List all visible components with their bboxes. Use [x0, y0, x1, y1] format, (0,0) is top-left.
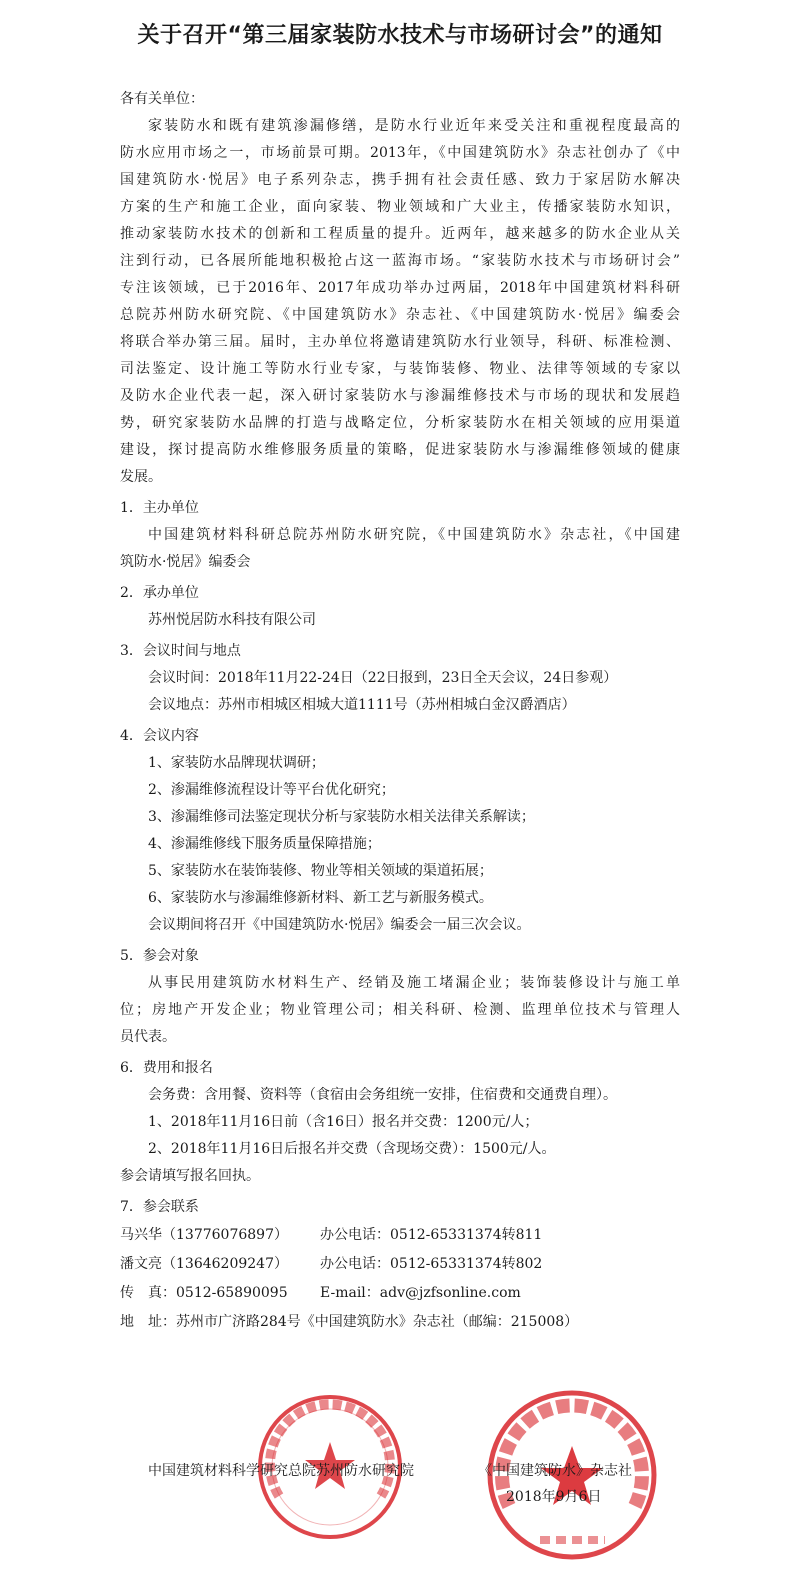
- contact-address-row: [120, 1308, 680, 1337]
- fee-late: 2、2018年11月16日后报名并交费（含现场交费）：1500元/人。: [148, 1141, 556, 1157]
- salutation: 各有关单位：: [120, 91, 204, 107]
- contact-name: 马兴华（13776076897）: [120, 1227, 288, 1243]
- intro-line: 建设，探讨提高防水维修服务质量的策略，促进家装防水与渗漏维修领域的健康: [120, 442, 680, 458]
- contact-row: [120, 1250, 680, 1279]
- contact-phone: 办公电话：0512-65331374转802: [320, 1256, 543, 1272]
- agenda-item: 5、家装防水在装饰装修、物业等相关领域的渠道拓展；: [148, 863, 493, 879]
- contact-fax: 传 真：0512-65890095: [120, 1285, 288, 1301]
- section-1-line: 中国建筑材料科研总院苏州防水研究院，《中国建筑防水》杂志社，《中国建: [148, 527, 680, 543]
- agenda-item: 2、渗漏维修流程设计等平台优化研究；: [148, 782, 395, 798]
- section-1-heading: 1．主办单位: [120, 500, 199, 516]
- contact-address: 地 址：苏州市广济路284号《中国建筑防水》杂志社（邮编：215008）: [120, 1314, 579, 1330]
- contact-email: E-mail：adv@jzfsonline.com: [320, 1285, 521, 1301]
- document-title: 关于召开“第三届家装防水技术与市场研讨会”的通知: [137, 23, 663, 48]
- registration-note: 参会请填写报名回执。: [120, 1168, 260, 1184]
- section-5-body: [120, 970, 680, 1051]
- intro-line: 注到行动，已各展所能地积极抢占这一蓝海市场。“家装防水技术与市场研讨会”: [120, 253, 680, 269]
- fee-early: 1、2018年11月16日前（含16日）报名并交费：1200元/人；: [148, 1114, 539, 1130]
- section-7-heading: 7．参会联系: [120, 1199, 199, 1215]
- section-4-heading: 4．会议内容: [120, 728, 199, 744]
- signature-date: 2018年9月6日: [506, 1489, 602, 1505]
- meeting-time: 会议时间：2018年11月22-24日（22日报到，23日全天会议，24日参观）: [148, 670, 618, 686]
- section-3-heading: 3．会议时间与地点: [120, 643, 241, 659]
- meeting-place: 会议地点：苏州市相城区相城大道1111号（苏州相城白金汉爵酒店）: [148, 697, 576, 713]
- section-5-line: 员代表。: [120, 1029, 176, 1045]
- intro-paragraph: [120, 113, 680, 491]
- agenda-item: 3、渗漏维修司法鉴定现状分析与家装防水相关法律关系解读；: [148, 809, 535, 825]
- intro-line: 总院苏州防水研究院、《中国建筑防水》杂志社、《中国建筑防水·悦居》编委会: [120, 307, 680, 323]
- intro-line: 方案的生产和施工企业，面向家装、物业领域和广大业主，传播家装防水知识，: [120, 199, 680, 215]
- section-2-organizer: 苏州悦居防水科技有限公司: [148, 612, 316, 628]
- section-6-heading: 6．费用和报名: [120, 1060, 213, 1076]
- section-5-line: 位；房地产开发企业；物业管理公司；相关科研、检测、监理单位技术与管理人: [120, 1002, 680, 1018]
- section-1-line: 筑防水·悦居》编委会: [120, 554, 251, 570]
- fee-description: 会务费：含用餐、资料等（食宿由会务组统一安排，住宿费和交通费自理）。: [148, 1087, 617, 1103]
- contact-row: [120, 1221, 680, 1250]
- intro-line: 及防水企业代表一起，深入研讨家装防水与渗漏维修技术与市场的现状和发展趋: [120, 388, 680, 404]
- signature-org-2: 《中国建筑防水》杂志社: [478, 1463, 632, 1479]
- intro-line: 推动家装防水技术的创新和工程质量的提升。近两年，越来越多的防水企业从关: [120, 226, 680, 242]
- section-1-body: [120, 522, 680, 576]
- document-body: [120, 86, 680, 1337]
- agenda-item: 6、家装防水与渗漏维修新材料、新工艺与新服务模式。: [148, 890, 493, 906]
- agenda-item: 4、渗漏维修线下服务质量保障措施；: [148, 836, 381, 852]
- intro-line: 发展。: [120, 469, 162, 485]
- contact-phone: 办公电话：0512-65331374转811: [320, 1227, 543, 1243]
- section-5-line: 从事民用建筑防水材料生产、经销及施工堵漏企业；装饰装修设计与施工单: [148, 975, 680, 991]
- intro-line: 司法鉴定、设计施工等防水行业专家，与装饰装修、物业、法律等领域的专家以: [120, 361, 680, 377]
- intro-line: 防水应用市场之一，市场前景可期。2013年，《中国建筑防水》杂志社创办了《中: [120, 145, 680, 161]
- intro-line: 国建筑防水·悦居》电子系列杂志，携手拥有社会责任感、致力于家居防水解决: [120, 172, 680, 188]
- agenda-item: 1、家装防水品牌现状调研；: [148, 755, 325, 771]
- intro-line: 将联合举办第三届。届时，主办单位将邀请建筑防水行业领导，科研、标准检测、: [120, 334, 680, 350]
- section-5-heading: 5．参会对象: [120, 948, 199, 964]
- intro-line: 势，研究家装防水品牌的打造与战略定位，分析家装防水在相关领域的应用渠道: [120, 415, 680, 431]
- intro-line: 家装防水和既有建筑渗漏修缮，是防水行业近年来受关注和重视程度最高的: [148, 118, 680, 134]
- section-2-heading: 2．承办单位: [120, 585, 199, 601]
- contact-name: 潘文亮（13646209247）: [120, 1256, 288, 1272]
- agenda-note: 会议期间将召开《中国建筑防水·悦居》编委会一届三次会议。: [148, 917, 531, 933]
- contact-row: [120, 1279, 680, 1308]
- intro-line: 专注该领域，已于2016年、2017年成功举办过两届，2018年中国建筑材料科研: [120, 280, 680, 296]
- signature-org-1: 中国建筑材料科学研究总院苏州防水研究院: [148, 1463, 414, 1479]
